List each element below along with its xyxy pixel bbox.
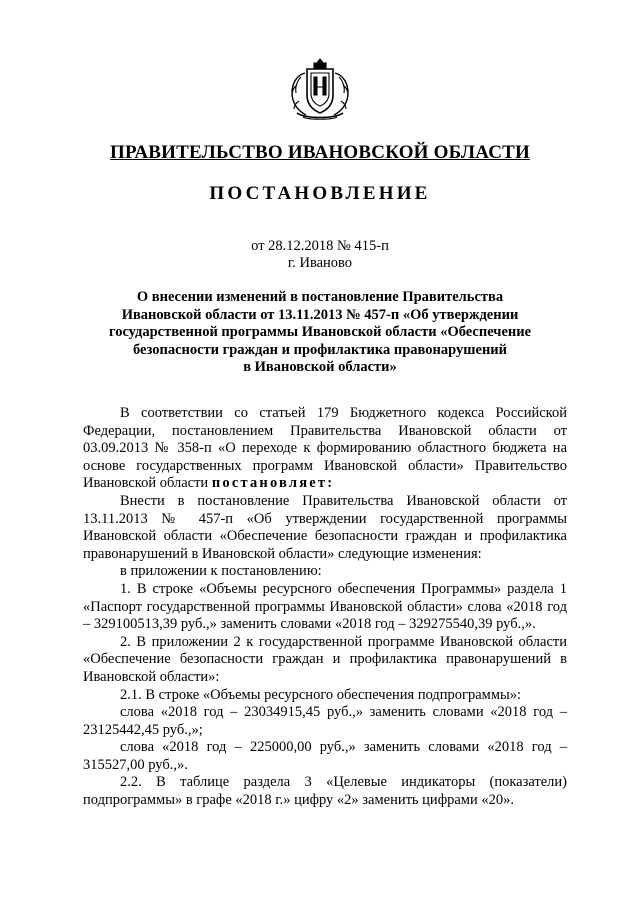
- subject-line: в Ивановской области»: [243, 359, 397, 375]
- body-paragraph: 2. В приложении 2 к государственной программе Ивановской области «Обеспечение безопасности граждан и профилактика правонарушений в Ивановской области»:: [83, 633, 567, 685]
- document-body: [83, 405, 567, 810]
- subject-line: безопасности граждан и профилактика правонарушений: [132, 341, 508, 358]
- body-paragraph: 1. В строке «Объемы ресурсного обеспечения Программы» раздела 1 «Паспорт государственной программы Ивановской области» слова «2018 год – 329100513,39 руб.,» заменить словами «2018 год – 329275540,39 руб.,».: [83, 580, 567, 633]
- date-block: [0, 238, 640, 272]
- coat-of-arms-icon: [285, 55, 355, 125]
- subject-line: О внесении изменений в постановление Правительства: [136, 289, 504, 305]
- subject-line: Ивановской области от 13.11.2013 № 457-п «Об утверждении: [121, 306, 519, 323]
- date-number: от 28.12.2018 № 415-п: [251, 238, 389, 254]
- body-paragraph: слова «2018 год – 225000,00 руб.,» заменить словами «2018 год – 315527,00 руб.,».: [83, 739, 567, 773]
- document-subject: [100, 289, 540, 377]
- document-type-title: ПОСТАНОВЛЕНИЕ: [209, 183, 431, 204]
- body-paragraph: Внести в постановление Правительства Ивановской области от 13.11.2013 № 457-п «Об утверждении государственной программы Ивановской области «Обеспечение безопасности граждан и профилактика правонарушений в Ивановской области» следующие изменения:: [83, 492, 567, 562]
- body-paragraph: 2.2. В таблице раздела 3 «Целевые индикаторы (показатели) подпрограммы» в графе «2018 г.» цифру «2» заменить цифрами «20».: [83, 774, 567, 809]
- body-paragraph: [83, 405, 567, 493]
- body-paragraph: в приложении к постановлению:: [120, 563, 322, 580]
- body-paragraph: 2.1. В строке «Объемы ресурсного обеспечения подпрограммы»:: [120, 686, 522, 703]
- subject-line: государственной программы Ивановской области «Обеспечение: [108, 324, 532, 340]
- resolution-keyword: постановляет:: [211, 475, 335, 492]
- city: г. Иваново: [287, 255, 353, 271]
- body-paragraph: слова «2018 год – 23034915,45 руб.,» заменить словами «2018 год – 23125442,45 руб.,»;: [83, 704, 567, 738]
- paragraph-text: В соответствии со статьей 179 Бюджетного кодекса Российской Федерации, постановлением Правительства Ивановской области от 03.09.2013 № 358-п «О переходе к формированию областного бюджета на основе государственных программ Ивановской области» Правительство Ивановской области: [83, 405, 567, 492]
- organization-title: ПРАВИТЕЛЬСТВО ИВАНОВСКОЙ ОБЛАСТИ: [110, 142, 530, 163]
